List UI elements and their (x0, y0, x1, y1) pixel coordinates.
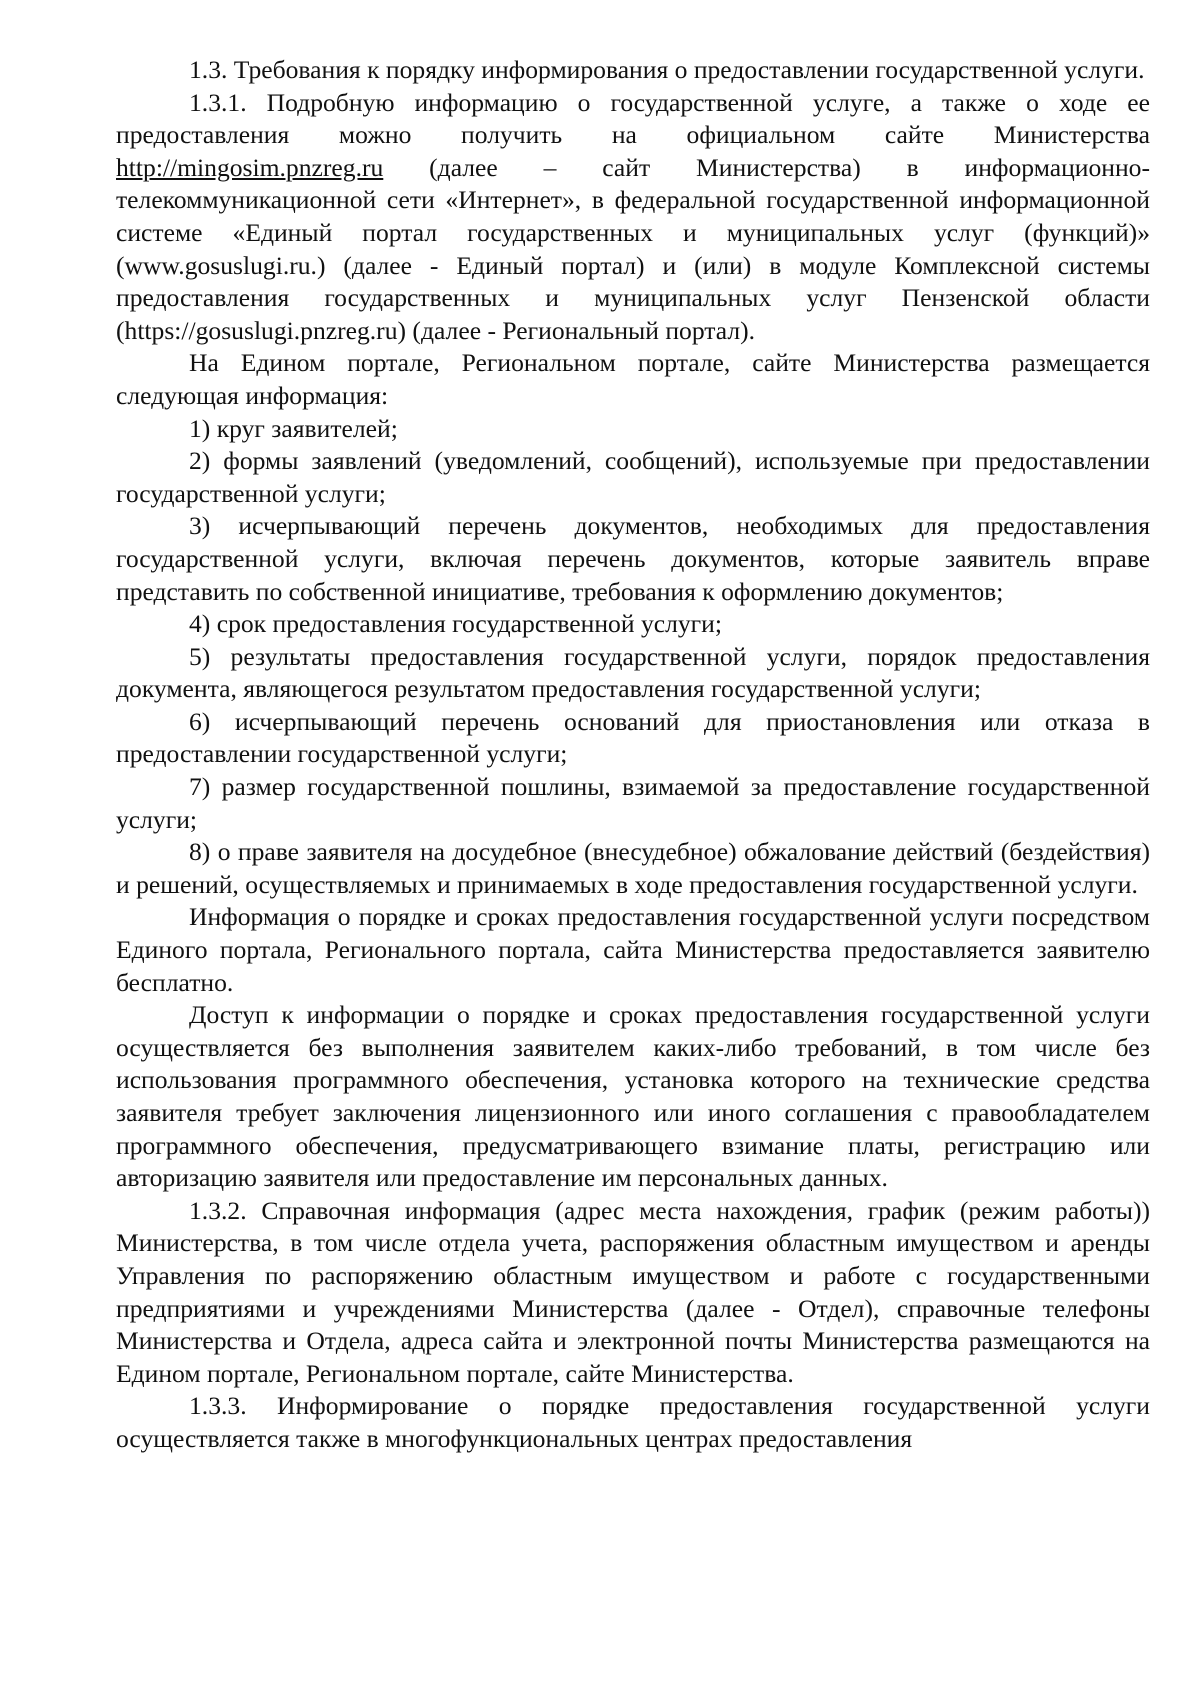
paragraph-1-3-1 (116, 87, 1150, 348)
list-item: 3) исчерпывающий перечень документов, необходимых для предоставления государственной услуги, включая перечень документов, которые заявитель вправе представить по собственной инициативе, требования к оформлению документов; (116, 511, 1150, 606)
paragraph-text: 1.3.1. Подробную информацию о государственной услуге, а также о ходе ее предоставления можно получить на официальном сайте Министерства (116, 87, 1150, 150)
list-item: 6) исчерпывающий перечень оснований для приостановления или отказа в предоставлении государственной услуги; (116, 706, 1150, 769)
paragraph: Доступ к информации о порядке и сроках предоставления государственной услуги осуществляется без выполнения заявителем каких-либо требований, в том числе без использования программного обеспечения, установка которого на технические средства заявителя требует заключения лицензионного или иного соглашения с правообладателем программного обеспечения, предусматривающего взимание платы, регистрацию или авторизацию заявителя или предоставление им персональных данных. (116, 1000, 1150, 1193)
paragraph-text: (далее – сайт Министерства) в информационно-телекоммуникационной сети «Интернет», в федеральной государственной информационной системе «Единый портал государственных и муниципальных услуг (функций)» (www.gosuslugi.ru.) (далее - Единый портал) и (или) в модуле Комплексной системы предоставления государственных и муниципальных услуг Пензенской области (https://gosuslugi.pnzreg.ru) (далее - Региональный портал). (116, 152, 1150, 345)
list-item: 4) срок предоставления государственной услуги; (189, 609, 722, 639)
list-item: 2) формы заявлений (уведомлений, сообщений), используемые при предоставлении государственной услуги; (116, 446, 1150, 508)
list-item: 7) размер государственной пошлины, взимаемой за предоставление государственной услуги; (116, 772, 1150, 834)
list-item: 5) результаты предоставления государственной услуги, порядок предоставления документа, являющегося результатом предоставления государственной услуги; (116, 641, 1150, 704)
list-item: 1) круг заявителей; (189, 413, 398, 443)
paragraph-1-3-2: 1.3.2. Справочная информация (адрес места нахождения, график (режим работы)) Министерства, в том числе отдела учета, распоряжения областным имуществом и аренды Управления по распоряжению областным имуществом и работе с государственными предприятиями и учреждениями Министерства (далее - Отдел), справочные телефоны Министерства и Отдела, адреса сайта и электронной почты Министерства размещаются на Едином портале, Региональном портале, сайте Министерства. (116, 1195, 1150, 1388)
ministry-site-link[interactable]: http://mingosim.pnzreg.ru (116, 152, 384, 182)
list-item: 8) о праве заявителя на досудебное (внесудебное) обжалование действий (бездействия) и решений, осуществляемых и принимаемых в ходе предоставления государственной услуги. (116, 837, 1150, 899)
paragraph: На Едином портале, Региональном портале, сайте Министерства размещается следующая информация: (116, 348, 1150, 410)
paragraph: Информация о порядке и сроках предоставления государственной услуги посредством Единого портала, Регионального портала, сайта Министерства предоставляется заявителю бесплатно. (116, 902, 1150, 997)
document-page (116, 54, 1150, 1456)
paragraph-1-3-3: 1.3.3. Информирование о порядке предоставления государственной услуги осуществляется также в многофункциональных центрах предоставления (116, 1391, 1150, 1453)
section-heading: 1.3. Требования к порядку информирования о предоставлении государственной услуги. (189, 55, 1145, 84)
